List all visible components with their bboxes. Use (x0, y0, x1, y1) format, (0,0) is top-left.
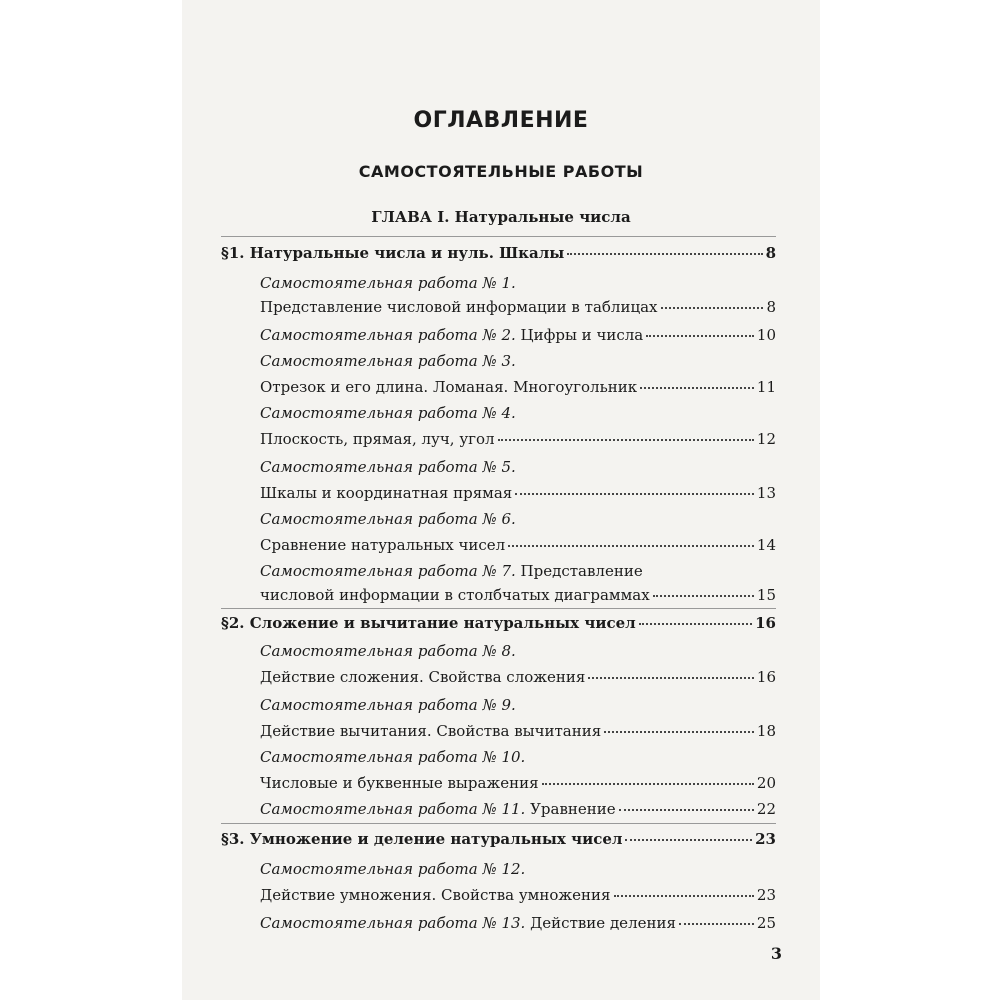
toc-entry-label: Действие деления (530, 914, 676, 932)
leader-dots (515, 492, 754, 495)
leader-dots (653, 594, 754, 597)
toc-entry-label: §2. Сложение и вычитание натуральных чисел (221, 614, 636, 632)
toc-entry-label: Цифры и числа (520, 326, 644, 344)
divider (221, 608, 776, 609)
toc-entry-work-10[interactable] (260, 772, 776, 794)
toc-page-number: 13 (756, 484, 776, 502)
toc-work-title: Самостоятельная работа № 2. (260, 326, 516, 344)
toc-page-number: 20 (756, 774, 776, 792)
toc-work-title: Самостоятельная работа № 5. (260, 458, 516, 476)
toc-work-title: Самостоятельная работа № 12. (260, 860, 526, 878)
toc-entry-work-3[interactable] (260, 376, 776, 398)
page-number: 3 (770, 944, 782, 963)
toc-entry-label: Шкалы и координатная прямая (260, 484, 513, 502)
toc-entry-label: Действие сложения. Свойства сложения (260, 668, 586, 686)
toc-work-title: Самостоятельная работа № 4. (260, 404, 516, 422)
divider (221, 236, 776, 237)
toc-page-number: 8 (765, 244, 776, 262)
toc-entry-label: Сравнение натуральных чисел (260, 536, 506, 554)
toc-entry-label: §1. Натуральные числа и нуль. Шкалы (221, 244, 565, 262)
toc-entry-paragraph-1[interactable] (221, 242, 776, 264)
toc-entry-work-2[interactable] (260, 324, 776, 346)
book-page (182, 0, 820, 1000)
leader-dots (640, 386, 754, 389)
toc-entry-paragraph-3[interactable] (221, 828, 776, 850)
toc-entry-label: Представление числовой информации в таблицах (260, 298, 658, 316)
toc-page-number: 15 (756, 586, 776, 604)
toc-entry-label: Представление (520, 562, 643, 580)
toc-entry-work-7-cont[interactable] (260, 584, 776, 606)
toc-page-number: 14 (756, 536, 776, 554)
toc-page-number: 18 (756, 722, 776, 740)
toc-page-number: 12 (756, 430, 776, 448)
leader-dots (646, 334, 754, 337)
toc-work-title: Самостоятельная работа № 11. (260, 800, 526, 818)
toc-page-number: 10 (756, 326, 776, 344)
toc-page-number: 11 (756, 378, 776, 396)
toc-work-title: Самостоятельная работа № 13. (260, 914, 526, 932)
toc-work-title: Самостоятельная работа № 10. (260, 748, 526, 766)
toc-entry-label: числовой информации в столбчатых диаграммах (260, 586, 650, 604)
leader-dots (498, 438, 754, 441)
leader-dots (661, 306, 764, 309)
leader-dots (604, 730, 754, 733)
toc-page-number: 16 (755, 614, 776, 632)
toc-entry-work-6[interactable] (260, 534, 776, 556)
toc-entry-work-4[interactable] (260, 428, 776, 450)
table-of-contents (182, 0, 820, 1000)
toc-entry-label: Числовые и буквенные выражения (260, 774, 539, 792)
divider (221, 823, 776, 824)
toc-entry-label: Действие умножения. Свойства умножения (260, 886, 611, 904)
toc-work-title: Самостоятельная работа № 3. (260, 352, 516, 370)
toc-work-title: Самостоятельная работа № 1. (260, 274, 516, 292)
toc-entry-work-13[interactable] (260, 912, 776, 934)
toc-entry-label: §3. Умножение и деление натуральных чисел (221, 830, 623, 848)
toc-page-number: 25 (756, 914, 776, 932)
leader-dots (567, 252, 762, 255)
toc-work-title: Самостоятельная работа № 6. (260, 510, 516, 528)
toc-entry-paragraph-2[interactable] (221, 612, 776, 634)
leader-dots (542, 782, 754, 785)
leader-dots (625, 838, 752, 841)
leader-dots (619, 808, 754, 811)
toc-page-number: 16 (756, 668, 776, 686)
toc-work-title: Самостоятельная работа № 9. (260, 696, 516, 714)
leader-dots (639, 622, 752, 625)
toc-entry-work-7[interactable] (260, 560, 776, 582)
toc-entry-label: Уравнение (530, 800, 616, 818)
leader-dots (508, 544, 754, 547)
toc-entry-label: Плоскость, прямая, луч, угол (260, 430, 495, 448)
toc-page-number: 23 (755, 830, 776, 848)
toc-work-title: Самостоятельная работа № 8. (260, 642, 516, 660)
toc-entry-work-8[interactable] (260, 666, 776, 688)
toc-work-title: Самостоятельная работа № 7. (260, 562, 516, 580)
toc-entry-work-12[interactable] (260, 884, 776, 906)
page-title: ОГЛАВЛЕНИЕ (413, 108, 589, 133)
toc-entry-work-9[interactable] (260, 720, 776, 742)
toc-page-number: 22 (756, 800, 776, 818)
leader-dots (614, 894, 754, 897)
toc-page-number: 8 (766, 298, 776, 316)
leader-dots (679, 922, 754, 925)
toc-entry-work-1[interactable] (260, 296, 776, 318)
toc-entry-work-11[interactable] (260, 798, 776, 820)
toc-entry-label: Отрезок и его длина. Ломаная. Многоугольник (260, 378, 638, 396)
chapter-title: ГЛАВА I. Натуральные числа (371, 208, 631, 226)
toc-entry-label: Действие вычитания. Свойства вычитания (260, 722, 602, 740)
leader-dots (588, 676, 754, 679)
toc-entry-work-5[interactable] (260, 482, 776, 504)
section-title: САМОСТОЯТЕЛЬНЫЕ РАБОТЫ (358, 162, 644, 181)
toc-page-number: 23 (756, 886, 776, 904)
